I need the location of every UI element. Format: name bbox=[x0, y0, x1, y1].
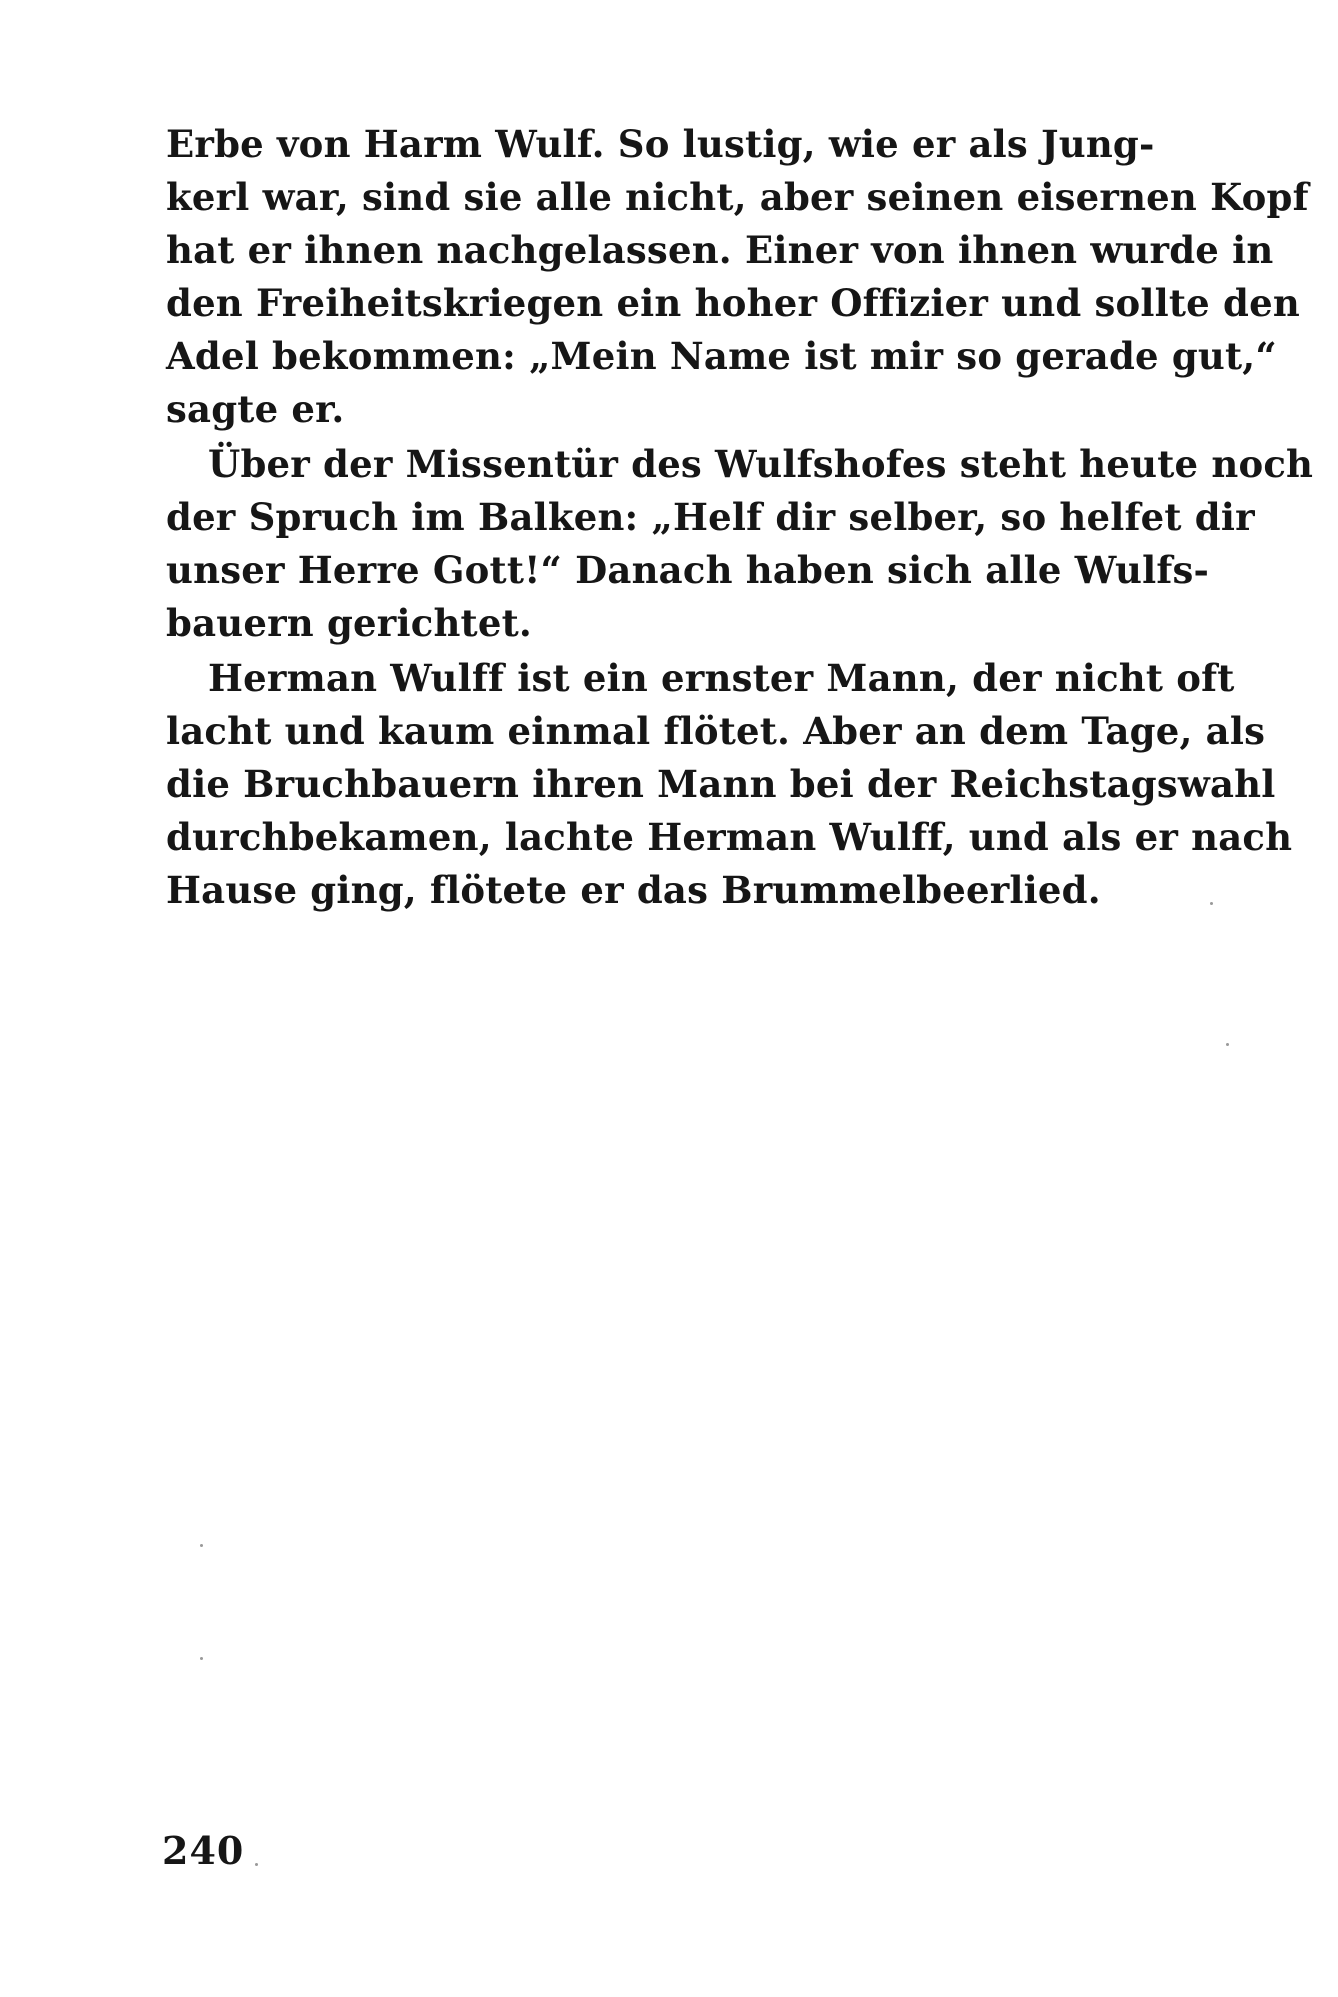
scan-speck bbox=[255, 1863, 258, 1866]
page-number: 240 bbox=[162, 1828, 245, 1873]
text-line: sagte er. bbox=[166, 387, 345, 431]
text-line: der Spruch im Balken: „Helf dir selber, so helfet dir bbox=[166, 495, 1255, 539]
text-line: Hause ging, flötete er das Brummelbeerlied. bbox=[166, 868, 1101, 912]
scan-speck bbox=[200, 1544, 203, 1547]
scan-speck bbox=[200, 1657, 203, 1660]
paragraph-start-line: Über der Missentür des Wulfshofes steht heute noch bbox=[208, 442, 1314, 486]
scan-speck bbox=[1210, 902, 1213, 905]
text-line: bauern gerichtet. bbox=[166, 601, 532, 645]
text-line: die Bruchbauern ihren Mann bei der Reichstagswahl bbox=[166, 762, 1276, 806]
text-line: unser Herre Gott!“ Danach haben sich alle Wulfs- bbox=[166, 548, 1210, 592]
text-line: lacht und kaum einmal flötet. Aber an dem Tage, als bbox=[166, 709, 1266, 753]
text-line: hat er ihnen nachgelassen. Einer von ihnen wurde in bbox=[166, 228, 1274, 272]
body-text bbox=[166, 118, 1314, 917]
text-line: den Freiheitskriegen ein hoher Offizier und sollte den bbox=[166, 281, 1300, 325]
text-line: Adel bekommen: „Mein Name ist mir so gerade gut,“ bbox=[166, 334, 1277, 378]
text-line: durchbekamen, lachte Herman Wulff, und als er nach bbox=[166, 815, 1293, 859]
paragraph-start-line: Herman Wulff ist ein ernster Mann, der nicht oft bbox=[208, 656, 1235, 700]
text-line: Erbe von Harm Wulf. So lustig, wie er als Jung- bbox=[166, 122, 1155, 166]
text-line: kerl war, sind sie alle nicht, aber seinen eisernen Kopf bbox=[166, 175, 1309, 219]
scan-speck bbox=[1226, 1043, 1229, 1046]
